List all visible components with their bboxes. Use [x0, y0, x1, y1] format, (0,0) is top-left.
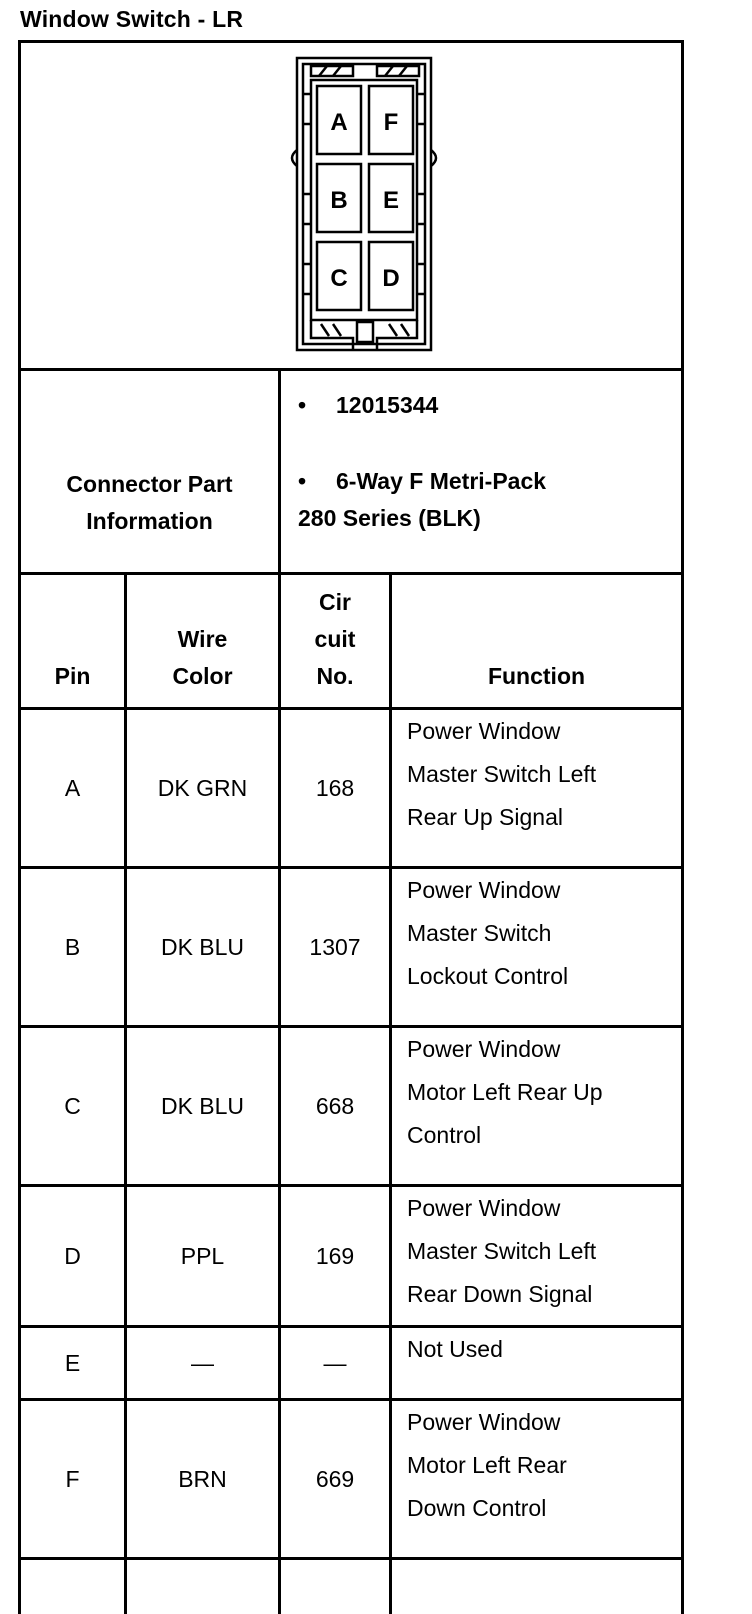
function-line: Master Switch Left — [407, 761, 597, 787]
function-line: Not Used — [407, 1336, 503, 1362]
cell-function — [407, 869, 681, 1025]
part-info-label-line1: Connector Part — [66, 470, 233, 497]
cell-wire — [127, 1187, 278, 1325]
header-wire-color — [127, 575, 278, 707]
function-line: Rear Up Signal — [407, 804, 563, 830]
wire-value: PPL — [180, 1242, 225, 1269]
function-line: Control — [407, 1122, 482, 1148]
header-circuit-line2: cuit — [314, 626, 356, 652]
cell-wire — [127, 869, 278, 1025]
pin-value: D — [64, 1242, 81, 1269]
wire-value: DK BLU — [160, 1092, 245, 1119]
page-title: Window Switch - LR — [20, 6, 244, 32]
cell-function — [407, 710, 681, 866]
cell-function — [407, 1028, 681, 1184]
connector-description-line2: 280 Series (BLK) — [298, 505, 481, 531]
pin-a-label: A — [330, 109, 348, 136]
pin-value: B — [64, 933, 81, 960]
divider — [278, 370, 281, 574]
connector-description-line1: 6-Way F Metri-Pack — [336, 468, 547, 494]
pin-value: A — [64, 774, 81, 801]
function-line: Motor Left Rear Up — [407, 1079, 603, 1105]
header-function-label: Function — [487, 663, 586, 689]
pin-d-label: D — [382, 265, 400, 292]
pin-f-label: F — [383, 109, 399, 136]
wire-value: — — [191, 1349, 214, 1376]
function-line: Master Switch — [407, 920, 552, 946]
header-wire-line2: Color — [172, 663, 233, 689]
cell-pin — [21, 1401, 124, 1557]
header-wire-line1: Wire — [177, 626, 228, 652]
pin-value: E — [64, 1349, 81, 1376]
cell-function — [407, 1401, 681, 1557]
function-line: Power Window — [407, 1409, 561, 1435]
bullet-icon: • — [298, 468, 307, 494]
cell-pin — [21, 710, 124, 866]
cell-pin — [21, 1328, 124, 1398]
function-line: Power Window — [407, 877, 561, 903]
circuit-value: 668 — [315, 1092, 355, 1119]
function-line: Power Window — [407, 718, 561, 744]
function-line: Down Control — [407, 1495, 547, 1521]
circuit-value: 1307 — [309, 933, 361, 960]
function-line: Motor Left Rear — [407, 1452, 567, 1478]
circuit-value: 169 — [315, 1242, 355, 1269]
function-line: Power Window — [407, 1036, 561, 1062]
function-line: Power Window — [407, 1195, 561, 1221]
header-circuit-no — [281, 575, 389, 707]
cell-pin — [21, 1187, 124, 1325]
cell-circuit — [281, 1328, 389, 1398]
header-circuit-line3: No. — [316, 663, 354, 689]
divider — [18, 1557, 684, 1560]
function-line: Rear Down Signal — [407, 1281, 593, 1307]
cell-circuit — [281, 1028, 389, 1184]
cell-circuit — [281, 1401, 389, 1557]
connector-face-drawing — [285, 54, 445, 354]
function-line: Lockout Control — [407, 963, 569, 989]
connector-diagram — [285, 54, 445, 359]
cell-pin — [21, 869, 124, 1025]
header-circuit-line1: Cir — [319, 589, 351, 615]
circuit-value: — — [323, 1349, 347, 1376]
pin-e-label: E — [382, 187, 400, 214]
divider — [389, 574, 392, 1614]
cell-circuit — [281, 1187, 389, 1325]
cell-circuit — [281, 869, 389, 1025]
wire-value: DK GRN — [157, 774, 248, 801]
wire-value: BRN — [178, 1465, 227, 1492]
bullet-icon: • — [298, 392, 307, 418]
pin-b-label: B — [330, 187, 348, 214]
cell-function — [407, 1328, 681, 1398]
cell-wire — [127, 710, 278, 866]
circuit-value: 669 — [315, 1465, 355, 1492]
cell-wire — [127, 1401, 278, 1557]
circuit-value: 168 — [315, 774, 355, 801]
function-line: Master Switch Left — [407, 1238, 597, 1264]
part-info-label — [21, 371, 278, 572]
cell-function — [407, 1187, 681, 1325]
cell-pin — [21, 1028, 124, 1184]
cell-wire — [127, 1328, 278, 1398]
pin-value: F — [65, 1465, 80, 1492]
header-pin-label: Pin — [54, 663, 91, 689]
header-function — [392, 575, 681, 707]
pin-value: C — [64, 1092, 81, 1119]
cell-wire — [127, 1028, 278, 1184]
pin-c-label: C — [330, 265, 348, 292]
header-pin — [21, 575, 124, 707]
part-number: 12015344 — [336, 392, 439, 418]
wire-value: DK BLU — [160, 933, 245, 960]
part-info-label-line2: Information — [86, 507, 213, 534]
cell-circuit — [281, 710, 389, 866]
